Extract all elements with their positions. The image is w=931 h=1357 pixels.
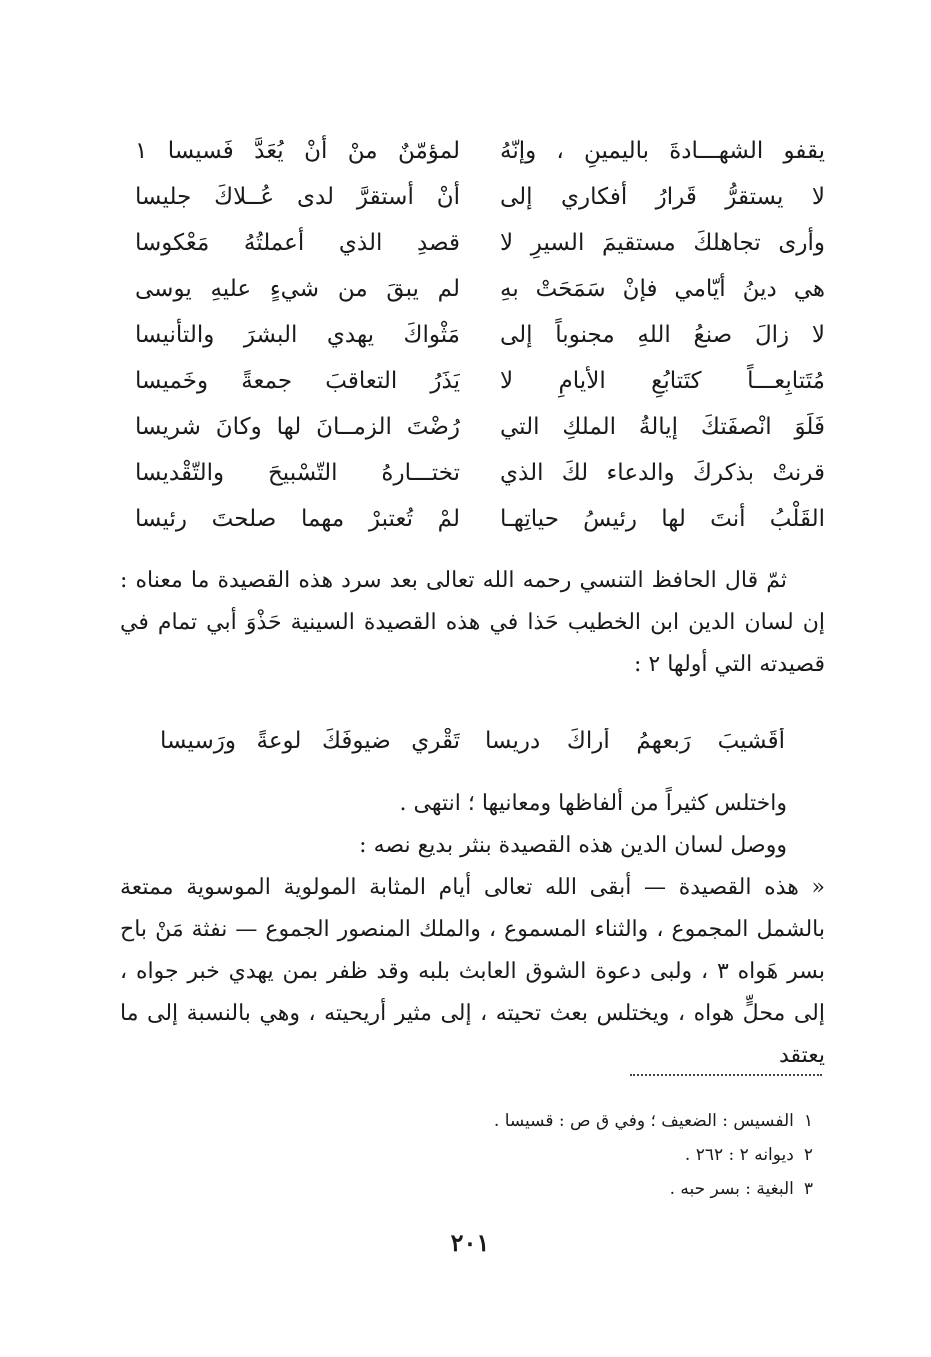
prose-line: ووصل لسان الدين هذه القصيدة بنثر بديع نصه :: [359, 833, 787, 858]
quoted-second-hemistich: تَقْري ضيوفَكَ لوعةً ورَسيسا: [160, 728, 460, 754]
footnote-number: ٢: [803, 1145, 813, 1165]
verse-second-hemistich: لمؤمّنٌ منْ أنْ يُعَدَّ فَسيسا ١: [135, 138, 460, 164]
poem-verse: [135, 128, 825, 174]
prose-line: واختلس كثيراً من ألفاظها ومعانيها ؛ انتهى .: [399, 791, 787, 816]
prose-body: [120, 783, 825, 1077]
poem-verse: [135, 496, 825, 542]
footnote: [494, 1104, 813, 1138]
verse-first-hemistich: فَلَوَ انْصفَتكَ إيالةُ الملكِ التي: [500, 414, 825, 440]
footnote-separator: [630, 1074, 822, 1076]
verse-first-hemistich: القَلْبُ أنتَ لها رئيسُ حياتِهـا: [500, 506, 825, 532]
verse-first-hemistich: مُتَتابِعـــاً كتَتابُعِ الأيامِ لا: [500, 368, 825, 394]
verse-second-hemistich: قصدِ الذي أعملتُهُ مَعْكوسا: [135, 230, 460, 256]
quoted-verse: [160, 718, 785, 764]
verse-first-hemistich: لا زالَ صنعُ اللهِ مجنوباً إلى: [500, 322, 825, 348]
prose-paragraph: « هذه القصيدة — أبقى الله تعالى أيام المثابة المولوية الموسوية ممتعة بالشمل المجموع ، والثناء المسموع ، والملك المنصور الجموع — نفثة مَنْ باح بسر هَواه ٣ ، ولبى دعوة الشوق العابث بلبه وقد ظفر بمن يهدي خبر جواه ، إلى محلٍّ هواه ، ويختلس بعث تحيته ، إلى مثير أريحيته ، وهي بالنسبة إلى ما يعتقد: [120, 875, 826, 1068]
poem-verse: [135, 312, 825, 358]
poem-verse: [135, 220, 825, 266]
poem-verse: [135, 450, 825, 496]
footnote: [494, 1172, 813, 1206]
footnote-text: الفسيس : الضعيف ؛ وفي ق ص : قسيسا .: [493, 1111, 794, 1131]
footnote-number: ١: [803, 1111, 813, 1131]
footnote-text: البغية : بسر حبه .: [669, 1179, 794, 1199]
poem-verse: [135, 358, 825, 404]
verse-first-hemistich: هي دينُ أيّامي فإنْ سَمَحَتْ بهِ: [500, 276, 825, 302]
verse-second-hemistich: مَثْواكَ يهدي البشرَ والتأنيسا: [135, 322, 460, 348]
poem-verse: [135, 174, 825, 220]
page-number: ٢٠١: [450, 1228, 490, 1257]
verse-second-hemistich: أنْ أستقرَّ لدى عُــلاكَ جليسا: [135, 184, 460, 210]
verse-second-hemistich: يَذَرُ التعاقبَ جمعةً وخَميسا: [135, 368, 460, 394]
poem-verse: [135, 404, 825, 450]
poem-verse: [135, 266, 825, 312]
footnote-number: ٣: [803, 1179, 813, 1199]
footnotes: [494, 1104, 813, 1206]
verse-second-hemistich: تختـــارهُ التّسْبيحَ والتّقْديسا: [135, 460, 460, 486]
intro-paragraph: ثمّ قال الحافظ التنسي رحمه الله تعالى بعد سرد هذه القصيدة ما معناه : إن لسان الدين ابن الخطيب حَذا في هذه القصيدة السينية حَذْوَ أبي تمام في قصيدته التي أولها ٢ :: [120, 568, 825, 677]
verse-second-hemistich: لم يبقَ من شيءٍ عليهِ يوسى: [135, 276, 460, 302]
quoted-first-hemistich: أقَشيبَ رَبعهمُ أراكَ دريسا: [485, 728, 785, 754]
poem-block: [135, 128, 825, 542]
verse-first-hemistich: وأرى تجاهلكَ مستقيمَ السيرِ لا: [500, 230, 825, 256]
verse-first-hemistich: يقفو الشهـــادةَ باليمينِ ، وإنّهُ: [500, 138, 825, 164]
verse-first-hemistich: قرنتْ بذكركَ والدعاء لكَ الذي: [500, 460, 825, 486]
verse-second-hemistich: رُضْتَ الزمــانَ لها وكانَ شريسا: [135, 414, 460, 440]
footnote: [494, 1138, 813, 1172]
footnote-text: ديوانه ٢ : ٢٦٢ .: [684, 1145, 794, 1165]
verse-first-hemistich: لا يستقرُّ قَرارُ أفكاري إلى: [500, 184, 825, 210]
verse-second-hemistich: لمْ تُعتبرْ مهما صلحتَ رئيسا: [135, 506, 460, 532]
